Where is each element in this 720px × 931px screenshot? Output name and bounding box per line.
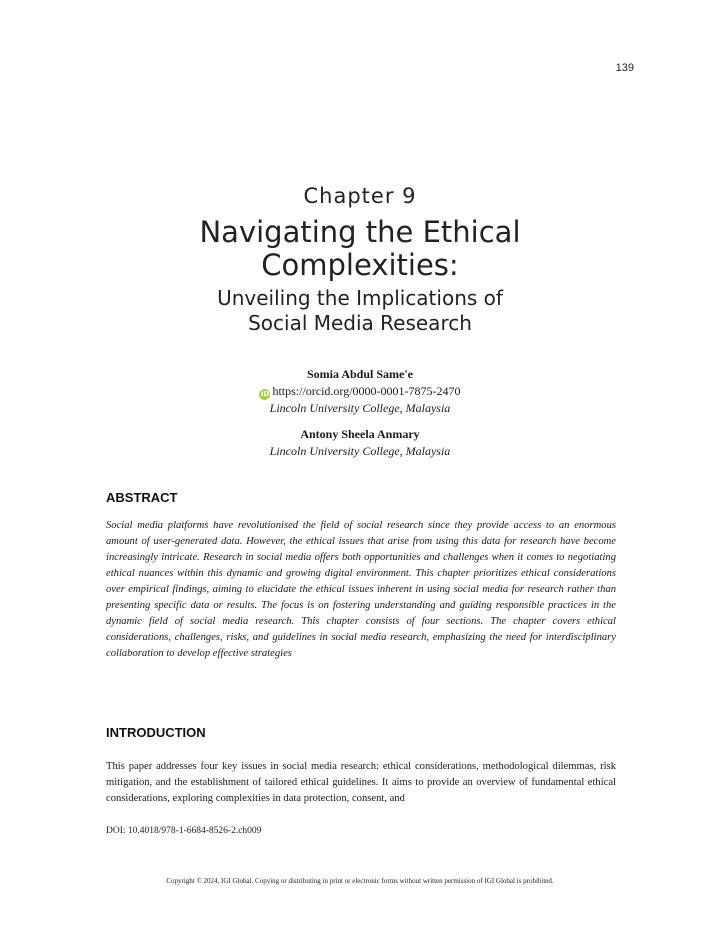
- chapter-subtitle-line: Unveiling the Implications of: [217, 286, 503, 310]
- chapter-title-line: Complexities:: [261, 248, 459, 282]
- chapter-header: [0, 184, 720, 336]
- chapter-title: [0, 216, 720, 282]
- orcid-icon: iD: [260, 390, 270, 398]
- introduction-text: This paper addresses four key issues in social media research: ethical considerations, methodological dilemmas, risk mitigation, and the establishment of tailored ethical guidelines. It aims to provide an overview of fundamental ethical considerations, exploring complexities in data protection, consent, and: [106, 761, 616, 804]
- abstract-text: Social media platforms have revolutionised the field of social research since they provide access to an enormous amount of user-generated data. However, the ethical issues that arise from using this data for research have become increasingly intricate. Research in social media offers both opportunities and challenges when it comes to negotiating ethical nuances within this dynamic and growing digital environment. This chapter prioritizes ethical considerations over empirical findings, aiming to elucidate the ethical issues inherent in using social media for research rather than presenting specific data or results. The focus is on fostering understanding and guiding responsible practices in the dynamic field of social media research. This chapter consists of four sections. The chapter covers ethical considerations, challenges, risks, and guidelines in social media research, emphasizing the need for interdisciplinary collaboration to develop effective strategies: [106, 520, 616, 659]
- chapter-label: Chapter 9: [303, 184, 417, 208]
- copyright-notice: Copyright © 2024, IGI Global. Copying or distributing in print or electronic forms without written permission of IGI Global is prohibited.: [166, 877, 554, 885]
- page-number: 139: [615, 62, 634, 74]
- chapter-title-line: Navigating the Ethical: [199, 215, 521, 249]
- author-block: [0, 366, 720, 460]
- orcid-link[interactable]: https://orcid.org/0000-0001-7875-2470: [272, 384, 461, 398]
- chapter-subtitle: [0, 286, 720, 336]
- introduction-heading: INTRODUCTION: [106, 725, 206, 740]
- author-name: Antony Sheela Anmary: [300, 427, 420, 441]
- author-name: Somia Abdul Same'e: [306, 367, 414, 381]
- orcid-line: [0, 383, 720, 400]
- abstract-heading: ABSTRACT: [106, 490, 178, 505]
- doi: DOI: 10.4018/978-1-6684-8526-2.ch009: [106, 826, 262, 836]
- author-affiliation: Lincoln University College, Malaysia: [269, 444, 451, 458]
- author-spacer: [0, 417, 720, 426]
- chapter-subtitle-line: Social Media Research: [248, 311, 472, 335]
- author-affiliation: Lincoln University College, Malaysia: [269, 401, 451, 415]
